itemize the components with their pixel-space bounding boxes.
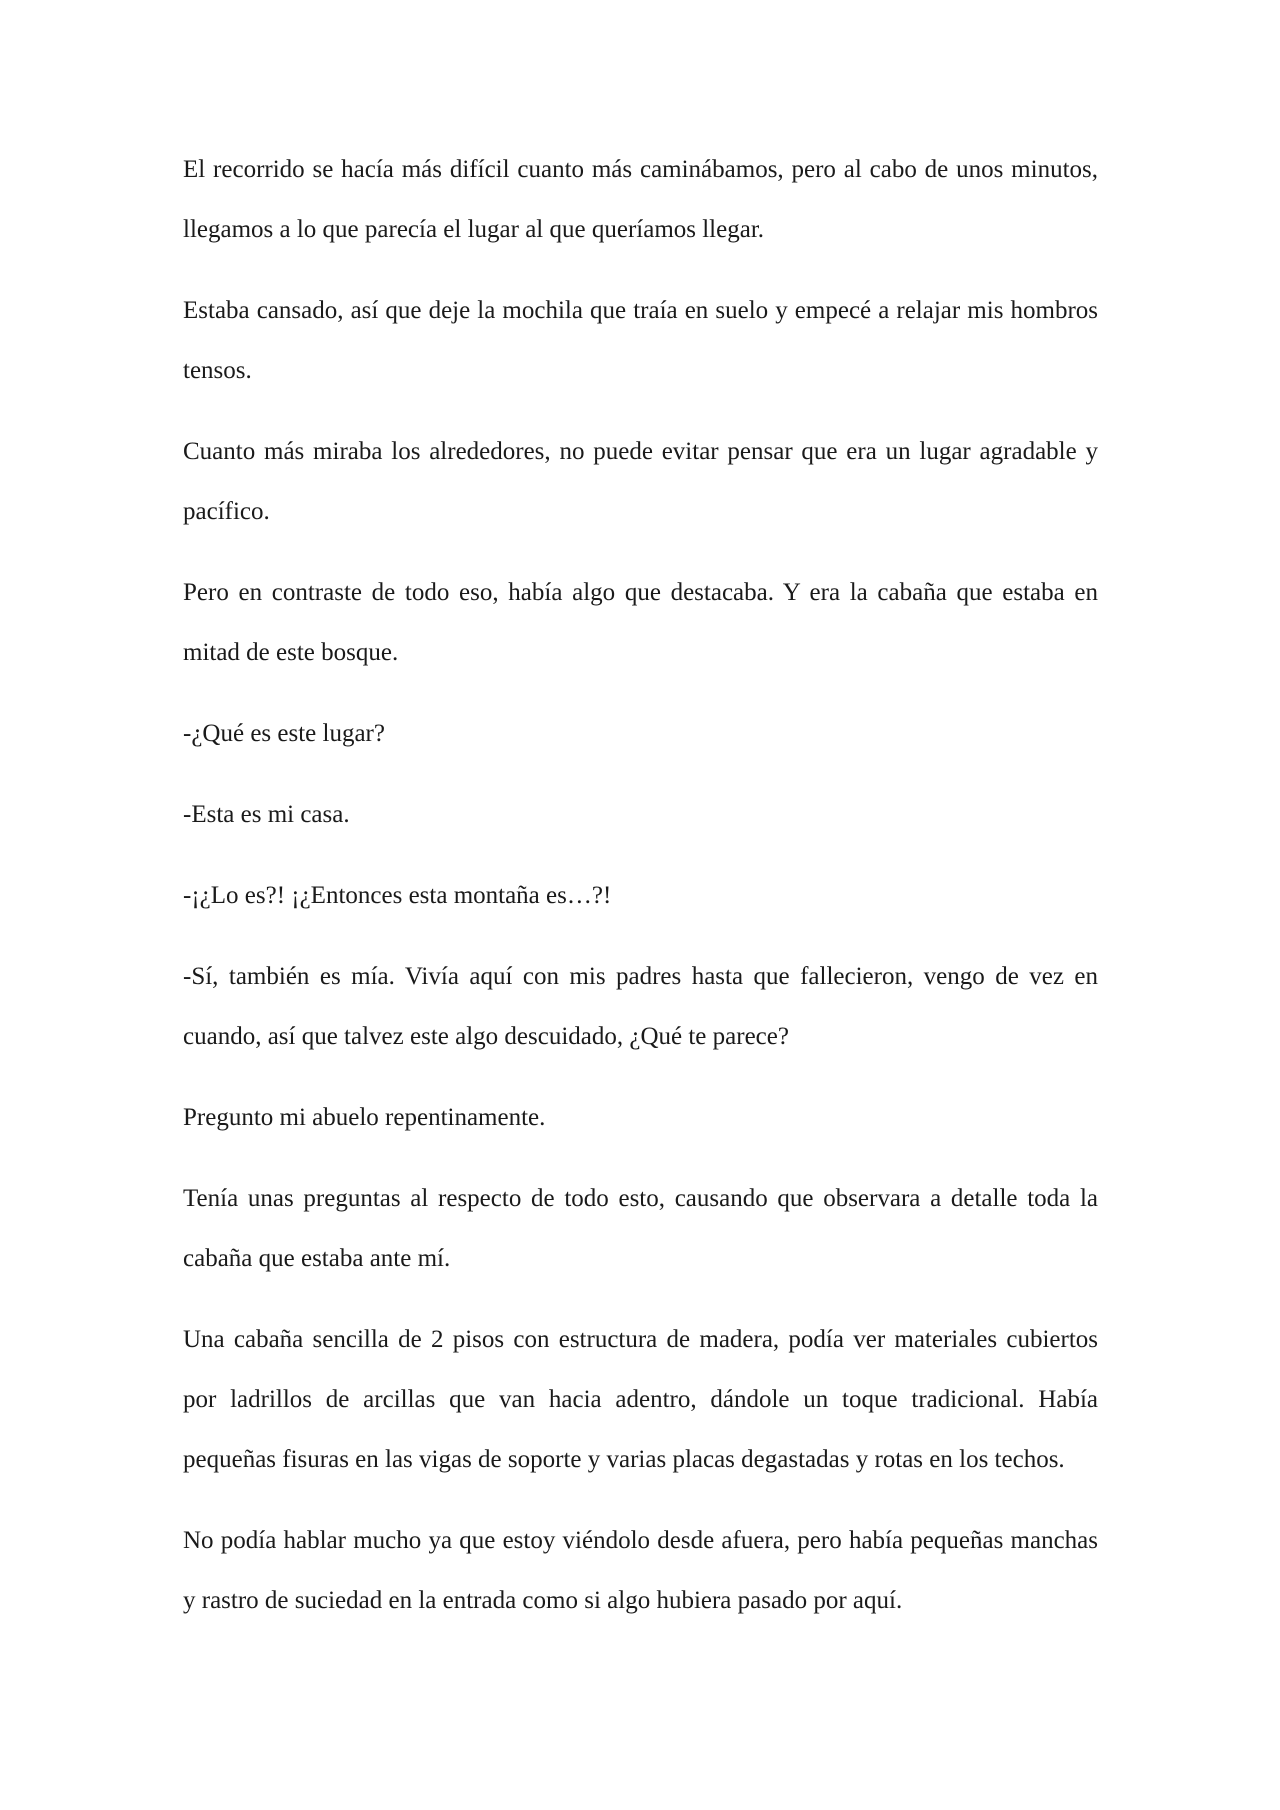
paragraph-4: Pero en contraste de todo eso, había algo que destacaba. Y era la cabaña que estaba en mitad de este bosque. (183, 579, 1098, 666)
paragraph-1: El recorrido se hacía más difícil cuanto más caminábamos, pero al cabo de unos minutos, llegamos a lo que parecía el lugar al que queríamos llegar. (183, 156, 1098, 243)
dialogue-line-1: -¿Qué es este lugar? (183, 720, 385, 747)
paragraph-9: Pregunto mi abuelo repentinamente. (183, 1104, 546, 1131)
paragraph-10: Tenía unas preguntas al respecto de todo esto, causando que observara a detalle toda la cabaña que estaba ante mí. (183, 1185, 1098, 1272)
paragraph-11: Una cabaña sencilla de 2 pisos con estructura de madera, podía ver materiales cubiertos por ladrillos de arcillas que van hacia adentro, dándole un toque tradicional. Había pequeñas fisuras en las vigas de soporte y varias placas degastadas y rotas en los techos. (183, 1326, 1098, 1473)
dialogue-line-4: -Sí, también es mía. Vivía aquí con mis padres hasta que fallecieron, vengo de vez en cuando, así que talvez este algo descuidado, ¿Qué te parece? (183, 963, 1098, 1050)
paragraph-3: Cuanto más miraba los alrededores, no puede evitar pensar que era un lugar agradable y pacífico. (183, 438, 1098, 525)
paragraph-12: No podía hablar mucho ya que estoy viéndolo desde afuera, pero había pequeñas manchas y rastro de suciedad en la entrada como si algo hubiera pasado por aquí. (183, 1527, 1098, 1614)
dialogue-line-2: -Esta es mi casa. (183, 801, 350, 828)
paragraph-2: Estaba cansado, así que deje la mochila que traía en suelo y empecé a relajar mis hombros tensos. (183, 297, 1098, 384)
dialogue-line-3: -¡¿Lo es?! ¡¿Entonces esta montaña es…?! (183, 882, 612, 909)
